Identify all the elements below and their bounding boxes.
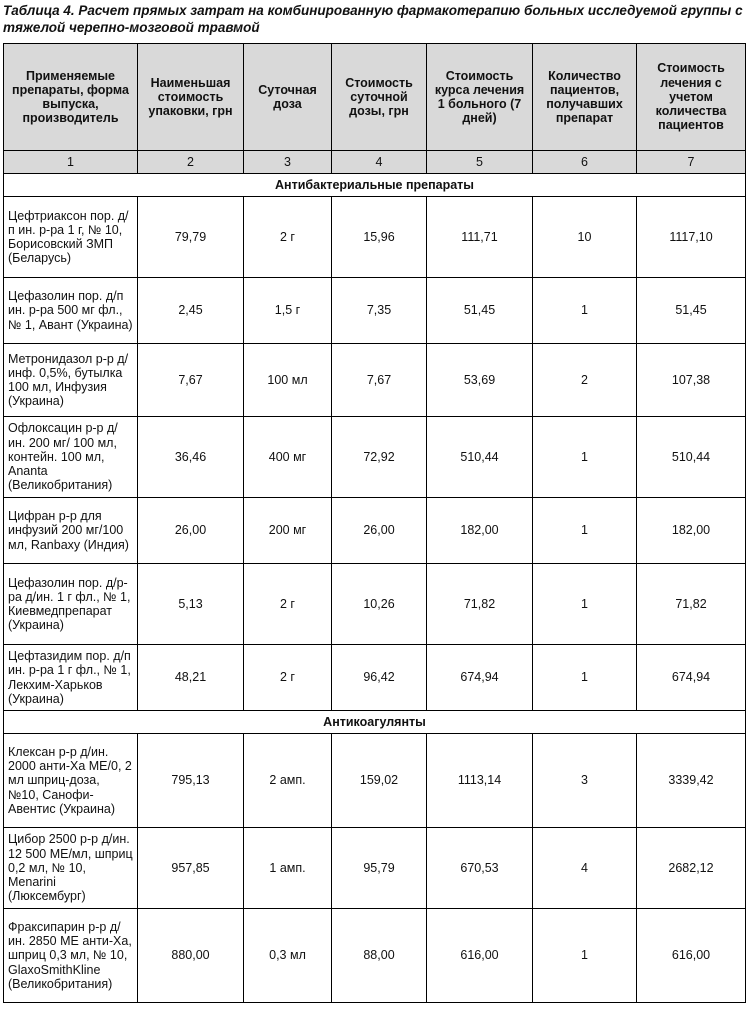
column-number: 4 bbox=[332, 151, 427, 174]
course-cost-cell: 111,71 bbox=[427, 197, 533, 278]
package-cost-cell: 7,67 bbox=[138, 344, 244, 417]
course-cost-cell: 674,94 bbox=[427, 645, 533, 711]
daily-dose-cell: 0,3 мл bbox=[244, 909, 332, 1003]
table-row bbox=[4, 197, 746, 278]
patient-count-cell: 1 bbox=[533, 909, 637, 1003]
table-row bbox=[4, 417, 746, 498]
column-number: 2 bbox=[138, 151, 244, 174]
patient-count-cell: 10 bbox=[533, 197, 637, 278]
column-header: Количество пациентов, получавших препарат bbox=[533, 44, 637, 151]
drug-name-cell: Цифран р-р для инфузий 200 мг/100 мл, Ranbaxy (Индия) bbox=[4, 498, 138, 564]
package-cost-cell: 5,13 bbox=[138, 564, 244, 645]
total-cost-cell: 616,00 bbox=[637, 909, 746, 1003]
daily-dose-cell: 2 г bbox=[244, 645, 332, 711]
patient-count-cell: 3 bbox=[533, 734, 637, 828]
course-cost-cell: 71,82 bbox=[427, 564, 533, 645]
column-number: 3 bbox=[244, 151, 332, 174]
daily-dose-cost-cell: 26,00 bbox=[332, 498, 427, 564]
column-number: 7 bbox=[637, 151, 746, 174]
drug-name-cell: Метронидазол р-р д/инф. 0,5%, бутылка 100 мл, Инфузия (Украина) bbox=[4, 344, 138, 417]
column-number: 5 bbox=[427, 151, 533, 174]
total-cost-cell: 2682,12 bbox=[637, 828, 746, 909]
patient-count-cell: 1 bbox=[533, 498, 637, 564]
section-row bbox=[4, 174, 746, 197]
table-row bbox=[4, 498, 746, 564]
patient-count-cell: 2 bbox=[533, 344, 637, 417]
daily-dose-cell: 1,5 г bbox=[244, 278, 332, 344]
total-cost-cell: 3339,42 bbox=[637, 734, 746, 828]
daily-dose-cell: 1 амп. bbox=[244, 828, 332, 909]
column-header: Суточная доза bbox=[244, 44, 332, 151]
package-cost-cell: 2,45 bbox=[138, 278, 244, 344]
daily-dose-cost-cell: 88,00 bbox=[332, 909, 427, 1003]
daily-dose-cost-cell: 7,35 bbox=[332, 278, 427, 344]
column-number: 6 bbox=[533, 151, 637, 174]
drug-name-cell: Цефазолин пор. д/п ин. р-ра 500 мг фл., № 1, Авант (Украина) bbox=[4, 278, 138, 344]
patient-count-cell: 1 bbox=[533, 564, 637, 645]
section-title: Антикоагулянты bbox=[4, 711, 746, 734]
patient-count-cell: 1 bbox=[533, 417, 637, 498]
course-cost-cell: 182,00 bbox=[427, 498, 533, 564]
drug-name-cell: Офлоксацин р-р д/ин. 200 мг/ 100 мл, контейн. 100 мл, Ananta (Великобритания) bbox=[4, 417, 138, 498]
total-cost-cell: 71,82 bbox=[637, 564, 746, 645]
daily-dose-cost-cell: 10,26 bbox=[332, 564, 427, 645]
drug-name-cell: Фраксипарин р-р д/ин. 2850 МЕ анти-Ха, шприц 0,3 мл, № 10, GlaxoSmithKline (Великобритания) bbox=[4, 909, 138, 1003]
drug-name-cell: Цибор 2500 р-р д/ин. 12 500 МЕ/мл, шприц 0,2 мл, № 10, Menarini (Люксембург) bbox=[4, 828, 138, 909]
total-cost-cell: 107,38 bbox=[637, 344, 746, 417]
section-row bbox=[4, 711, 746, 734]
total-cost-cell: 51,45 bbox=[637, 278, 746, 344]
total-cost-cell: 1117,10 bbox=[637, 197, 746, 278]
package-cost-cell: 48,21 bbox=[138, 645, 244, 711]
patient-count-cell: 1 bbox=[533, 278, 637, 344]
column-header: Наименьшая стоимость упаковки, грн bbox=[138, 44, 244, 151]
total-cost-cell: 182,00 bbox=[637, 498, 746, 564]
drug-name-cell: Цефазолин пор. д/р-ра д/ин. 1 г фл., № 1, Киевмедпрепарат (Украина) bbox=[4, 564, 138, 645]
package-cost-cell: 26,00 bbox=[138, 498, 244, 564]
header-row bbox=[4, 44, 746, 151]
daily-dose-cost-cell: 96,42 bbox=[332, 645, 427, 711]
daily-dose-cost-cell: 159,02 bbox=[332, 734, 427, 828]
total-cost-cell: 674,94 bbox=[637, 645, 746, 711]
column-number: 1 bbox=[4, 151, 138, 174]
course-cost-cell: 510,44 bbox=[427, 417, 533, 498]
drug-name-cell: Цефтриаксон пор. д/п ин. р-ра 1 г, № 10, Борисовский ЗМП (Беларусь) bbox=[4, 197, 138, 278]
table-caption: Таблица 4. Расчет прямых затрат на комбинированную фармакотерапию больных исследуемой группы с тяжелой черепно-мозговой травмой bbox=[3, 3, 743, 35]
column-header: Стоимость суточной дозы, грн bbox=[332, 44, 427, 151]
daily-dose-cost-cell: 95,79 bbox=[332, 828, 427, 909]
daily-dose-cost-cell: 15,96 bbox=[332, 197, 427, 278]
course-cost-cell: 53,69 bbox=[427, 344, 533, 417]
package-cost-cell: 36,46 bbox=[138, 417, 244, 498]
drug-name-cell: Цефтазидим пор. д/п ин. р-ра 1 г фл., № 1, Лекхим-Харьков (Украина) bbox=[4, 645, 138, 711]
table-row bbox=[4, 734, 746, 828]
table-row bbox=[4, 828, 746, 909]
daily-dose-cost-cell: 72,92 bbox=[332, 417, 427, 498]
package-cost-cell: 880,00 bbox=[138, 909, 244, 1003]
course-cost-cell: 51,45 bbox=[427, 278, 533, 344]
cost-table bbox=[3, 43, 746, 1003]
column-number-row bbox=[4, 151, 746, 174]
daily-dose-cell: 2 амп. bbox=[244, 734, 332, 828]
column-header: Стоимость лечения с учетом количества пациентов bbox=[637, 44, 746, 151]
patient-count-cell: 1 bbox=[533, 645, 637, 711]
daily-dose-cost-cell: 7,67 bbox=[332, 344, 427, 417]
course-cost-cell: 670,53 bbox=[427, 828, 533, 909]
daily-dose-cell: 400 мг bbox=[244, 417, 332, 498]
daily-dose-cell: 100 мл bbox=[244, 344, 332, 417]
package-cost-cell: 795,13 bbox=[138, 734, 244, 828]
daily-dose-cell: 2 г bbox=[244, 197, 332, 278]
package-cost-cell: 957,85 bbox=[138, 828, 244, 909]
section-title: Антибактериальные препараты bbox=[4, 174, 746, 197]
course-cost-cell: 1113,14 bbox=[427, 734, 533, 828]
daily-dose-cell: 200 мг bbox=[244, 498, 332, 564]
course-cost-cell: 616,00 bbox=[427, 909, 533, 1003]
table-row bbox=[4, 564, 746, 645]
package-cost-cell: 79,79 bbox=[138, 197, 244, 278]
drug-name-cell: Клексан р-р д/ин. 2000 анти-Ха МЕ/0, 2 мл шприц-доза, №10, Санофи-Авентис (Украина) bbox=[4, 734, 138, 828]
table-row bbox=[4, 278, 746, 344]
column-header: Стоимость курса лечения 1 больного (7 дней) bbox=[427, 44, 533, 151]
patient-count-cell: 4 bbox=[533, 828, 637, 909]
daily-dose-cell: 2 г bbox=[244, 564, 332, 645]
table-row bbox=[4, 909, 746, 1003]
table-row bbox=[4, 344, 746, 417]
column-header: Применяемые препараты, форма выпуска, производитель bbox=[4, 44, 138, 151]
table-row bbox=[4, 645, 746, 711]
total-cost-cell: 510,44 bbox=[637, 417, 746, 498]
